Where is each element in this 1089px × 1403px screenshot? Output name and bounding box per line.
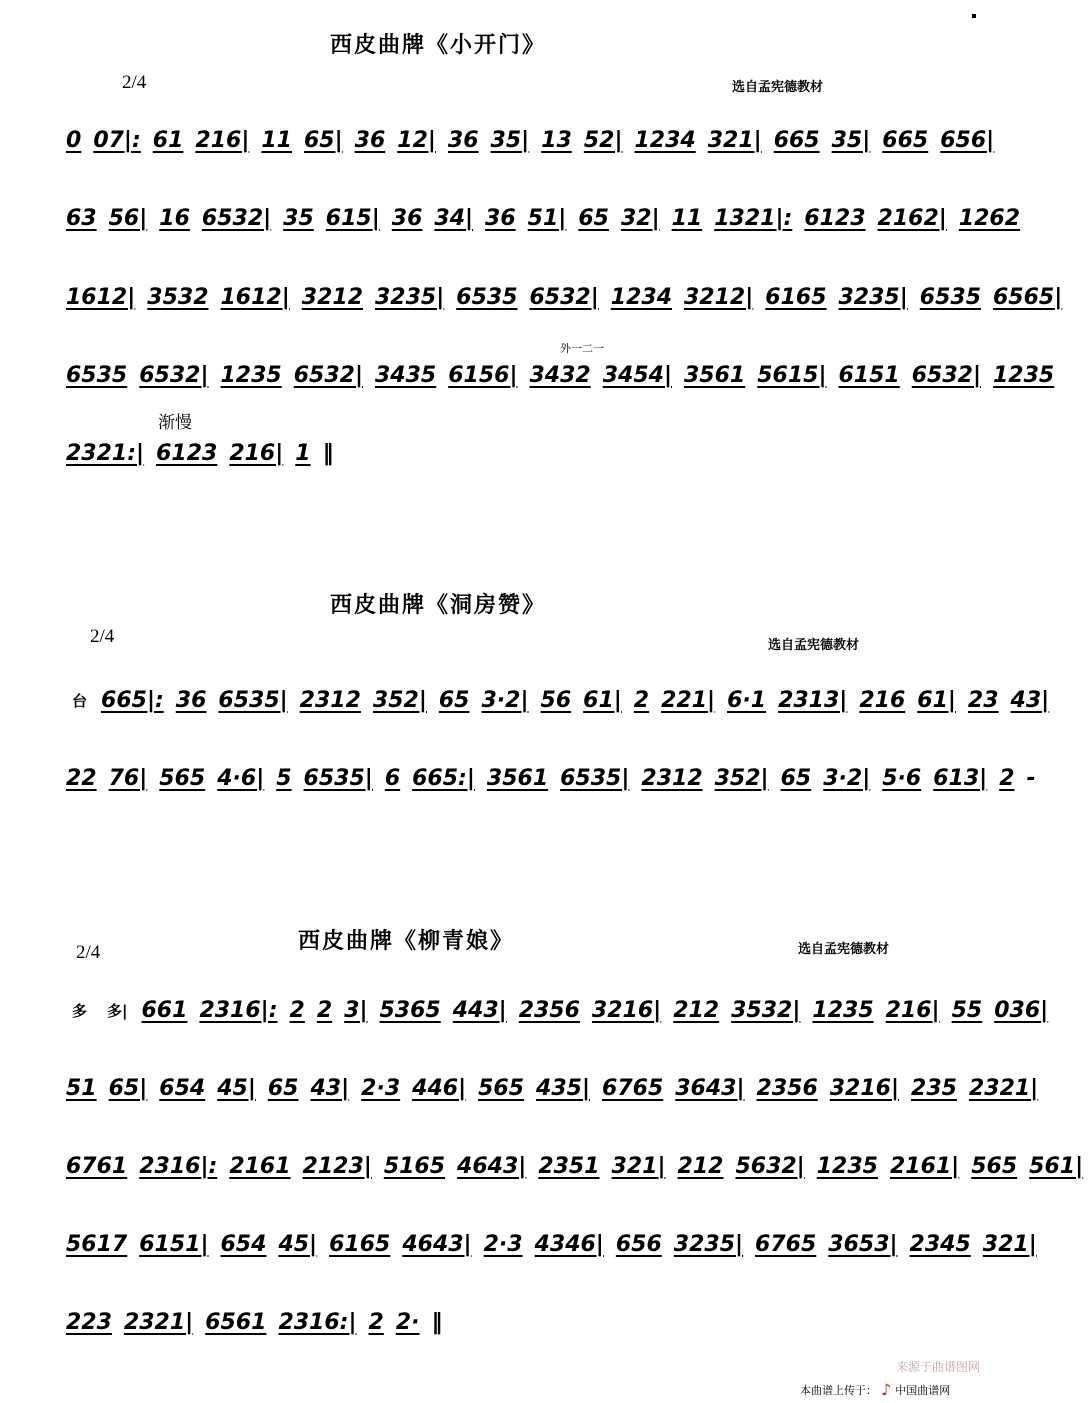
score-line <box>60 1141 1084 1191</box>
note-group: 1262 <box>958 205 1021 231</box>
note-group: 36 <box>447 127 479 153</box>
score-line <box>60 350 1055 400</box>
note-group: 6565| <box>993 284 1063 310</box>
note-group: 3454| <box>602 362 672 388</box>
note-group: 56 <box>540 687 572 713</box>
note-group: 6561 <box>205 1309 267 1335</box>
note-group: 6156| <box>448 362 518 388</box>
note-group: 3216| <box>829 1075 900 1101</box>
note-group: 565 <box>971 1153 1018 1179</box>
note-group: 435| <box>536 1075 591 1101</box>
time-signature: 2/4 <box>90 626 115 647</box>
note-group: 13 <box>541 127 572 153</box>
note-group: 3561 <box>684 362 746 388</box>
note-group: 1235 <box>220 362 282 388</box>
note-group: 65| <box>303 127 343 153</box>
note-group: 2345 <box>909 1231 971 1257</box>
note-group: 216 <box>859 687 906 713</box>
note-group: 2316|: <box>199 997 278 1023</box>
note-group: 2312 <box>299 687 361 713</box>
note-group: 3235| <box>838 284 908 310</box>
note-group: 443| <box>452 997 507 1023</box>
music-note-icon: ♪ <box>881 1380 892 1399</box>
note-group: 52| <box>583 127 623 153</box>
note-group: 6535| <box>560 765 630 791</box>
note-group: 16 <box>159 205 190 231</box>
note-group: 3·2| <box>823 765 871 791</box>
note-group: 6535 <box>66 362 128 388</box>
note-group: 6532| <box>201 205 272 231</box>
piece-title: 西皮曲牌《柳青娘》 <box>298 928 515 954</box>
note-group: 65| <box>108 1075 148 1101</box>
note-group: 613| <box>933 765 988 791</box>
note-group: 6532| <box>139 362 209 388</box>
note-group: 51 <box>66 1075 97 1101</box>
note-group: 321| <box>611 1153 666 1179</box>
note-group: 11 <box>671 205 703 231</box>
note-group: 1235 <box>816 1153 878 1179</box>
score-line <box>60 675 1050 725</box>
note-group: 多 <box>72 1001 88 1020</box>
note-group: 45| <box>217 1075 256 1101</box>
note-group: 07|: <box>93 127 141 153</box>
note-group: 352| <box>372 687 427 713</box>
note-group: 6535| <box>218 687 288 713</box>
note-group: 665:| <box>412 765 475 791</box>
note-group: 2321| <box>123 1309 194 1335</box>
note-group: 6·1 <box>727 687 767 713</box>
note-group: 6 <box>384 765 401 791</box>
note-group: 5617 <box>66 1231 128 1257</box>
note-group: 6765 <box>602 1075 664 1101</box>
note-group: 656| <box>940 127 995 153</box>
note-group: 661 <box>141 997 188 1023</box>
source-note: 选自孟宪德教材 <box>732 80 824 95</box>
note-group: 446| <box>412 1075 467 1101</box>
score-line <box>60 1063 1039 1113</box>
note-group: 6123 <box>156 440 218 466</box>
note-group: 216| <box>195 127 250 153</box>
note-group: 1235 <box>812 997 874 1023</box>
note-group: 56| <box>108 205 148 231</box>
note-group: 561| <box>1029 1153 1084 1179</box>
note-group: 1 <box>295 440 311 466</box>
note-group: 55 <box>951 997 983 1023</box>
note-group: 2123| <box>302 1153 372 1179</box>
note-group: 0 <box>66 127 82 153</box>
note-group: 2162| <box>877 205 947 231</box>
note-group: 3432 <box>529 362 591 388</box>
ornament-annotation: 外一二一 <box>560 342 604 355</box>
note-group: 036| <box>994 997 1049 1023</box>
note-group: 34| <box>434 205 474 231</box>
note-group: 台 <box>72 691 88 710</box>
note-group: 2312 <box>641 765 703 791</box>
note-group: 12| <box>397 127 436 153</box>
note-group: 1321|: <box>714 205 793 231</box>
note-group: 2 <box>999 765 1015 791</box>
note-group: - <box>1026 765 1036 791</box>
piece-title: 西皮曲牌《洞房赞》 <box>330 592 547 618</box>
note-group: 2 <box>289 997 305 1023</box>
note-group: 5615| <box>757 362 827 388</box>
note-group: 3| <box>344 997 368 1023</box>
note-group: 63 <box>66 205 97 231</box>
note-group: 6535 <box>456 284 518 310</box>
note-group: 654 <box>159 1075 206 1101</box>
note-group: 6165 <box>765 284 827 310</box>
note-group: 36 <box>485 205 516 231</box>
note-group: ‖ <box>322 440 334 466</box>
note-group: 321| <box>707 127 762 153</box>
note-group: ‖ <box>431 1309 443 1335</box>
note-group: 6535 <box>919 284 981 310</box>
footer-logo-text: 中国曲谱网 <box>895 1383 951 1397</box>
piece-title: 西皮曲牌《小开门》 <box>330 32 547 58</box>
score-line <box>60 115 995 165</box>
note-group: 36 <box>175 687 207 713</box>
note-group: 615| <box>325 205 380 231</box>
note-group: 1234 <box>610 284 672 310</box>
note-group: 11 <box>261 127 292 153</box>
note-group: 212 <box>677 1153 724 1179</box>
note-group: 61| <box>917 687 956 713</box>
note-group: 22 <box>66 765 97 791</box>
note-group: 5 <box>276 765 292 791</box>
note-group: 43| <box>310 1075 350 1101</box>
note-group: 565 <box>159 765 206 791</box>
note-group: 216| <box>229 440 284 466</box>
note-group: 6151| <box>139 1231 209 1257</box>
score-line <box>60 985 1049 1035</box>
time-signature: 2/4 <box>76 942 101 963</box>
note-group: 65 <box>780 765 812 791</box>
note-group: 4·6| <box>217 765 265 791</box>
note-group: 216| <box>885 997 940 1023</box>
note-group: 45| <box>278 1231 318 1257</box>
score-line <box>60 193 1021 243</box>
note-group: 2· <box>395 1309 420 1335</box>
note-group: 2161 <box>229 1153 291 1179</box>
note-group: 61 <box>152 127 184 153</box>
note-group: 656 <box>615 1231 662 1257</box>
note-group: 3532| <box>731 997 801 1023</box>
note-group: 2161| <box>889 1153 960 1179</box>
note-group: 2·3 <box>483 1231 523 1257</box>
note-group: 3653| <box>828 1231 898 1257</box>
note-group: 2321| <box>968 1075 1039 1101</box>
note-group: 565 <box>478 1075 525 1101</box>
note-group: 3532 <box>147 284 209 310</box>
score-line <box>60 428 940 478</box>
note-group: 2321:| <box>66 440 145 466</box>
note-group: 2 <box>368 1309 384 1335</box>
note-group: 2351 <box>538 1153 600 1179</box>
footer <box>800 1380 950 1399</box>
tempo-marking: 渐慢 <box>158 413 192 433</box>
note-group: 2356 <box>756 1075 818 1101</box>
score-line <box>60 272 1063 322</box>
note-group: 65 <box>438 687 470 713</box>
note-group: 2316:| <box>278 1309 357 1335</box>
time-signature: 2/4 <box>122 72 147 93</box>
note-group: 6165 <box>329 1231 391 1257</box>
note-group: 1612| <box>220 284 290 310</box>
note-group: 35 <box>283 205 314 231</box>
corner-mark <box>972 14 976 18</box>
score-line <box>60 1219 1037 1269</box>
note-group: 5632| <box>735 1153 805 1179</box>
note-group: 65 <box>267 1075 299 1101</box>
note-group: 352| <box>714 765 769 791</box>
source-note: 选自孟宪德教材 <box>798 942 890 957</box>
note-group: 1235 <box>993 362 1055 388</box>
note-group: 51| <box>527 205 567 231</box>
note-group: 76| <box>108 765 148 791</box>
note-group: 36 <box>354 127 386 153</box>
note-group: 3643| <box>675 1075 745 1101</box>
note-group: 665|: <box>101 687 164 713</box>
note-group: 2313| <box>778 687 848 713</box>
note-group: 212 <box>673 997 720 1023</box>
note-group: 6532| <box>293 362 363 388</box>
note-group: 35| <box>490 127 530 153</box>
note-group: 1234 <box>634 127 696 153</box>
note-group: 2 <box>633 687 650 713</box>
note-group: 5165 <box>383 1153 446 1179</box>
note-group: 3212| <box>684 284 754 310</box>
note-group: 3235| <box>375 284 445 310</box>
note-group: 多| <box>107 1001 128 1020</box>
note-group: 6532| <box>911 362 981 388</box>
note-group: 2 <box>316 997 333 1023</box>
note-group: 6151 <box>838 362 900 388</box>
source-note: 选自孟宪德教材 <box>768 638 860 653</box>
note-group: 6765 <box>755 1231 817 1257</box>
note-group: 3216| <box>591 997 662 1023</box>
note-group: 43| <box>1010 687 1050 713</box>
note-group: 6123 <box>804 205 866 231</box>
note-group: 36 <box>391 205 423 231</box>
note-group: 3561 <box>486 765 549 791</box>
note-group: 4346| <box>534 1231 604 1257</box>
note-group: 654 <box>220 1231 267 1257</box>
note-group: 321| <box>982 1231 1037 1257</box>
note-group: 3435 <box>375 362 437 388</box>
note-group: 3·2| <box>481 687 529 713</box>
footer-text: 本曲谱上传于： <box>800 1383 877 1397</box>
note-group: 32| <box>620 205 660 231</box>
note-group: 221| <box>661 687 716 713</box>
note-group: 665 <box>882 127 929 153</box>
note-group: 665 <box>773 127 820 153</box>
note-group: 5365 <box>379 997 441 1023</box>
note-group: 6761 <box>66 1153 128 1179</box>
note-group: 223 <box>66 1309 112 1335</box>
note-group: 6535| <box>303 765 373 791</box>
note-group: 235 <box>911 1075 957 1101</box>
note-group: 35| <box>831 127 871 153</box>
note-group: 1612| <box>66 284 136 310</box>
watermark: 来源于曲谱图网 <box>895 1360 980 1374</box>
score-line <box>60 1297 940 1347</box>
note-group: 3235| <box>673 1231 744 1257</box>
score-line <box>60 753 1036 803</box>
note-group: 3212 <box>301 284 363 310</box>
note-group: 2356 <box>518 997 580 1023</box>
note-group: 4643| <box>402 1231 472 1257</box>
note-group: 2·3 <box>361 1075 401 1101</box>
note-group: 2316|: <box>139 1153 218 1179</box>
note-group: 5·6 <box>882 765 922 791</box>
note-group: 61| <box>583 687 622 713</box>
note-group: 4643| <box>457 1153 527 1179</box>
note-group: 6532| <box>529 284 599 310</box>
note-group: 23 <box>967 687 999 713</box>
note-group: 65 <box>578 205 609 231</box>
